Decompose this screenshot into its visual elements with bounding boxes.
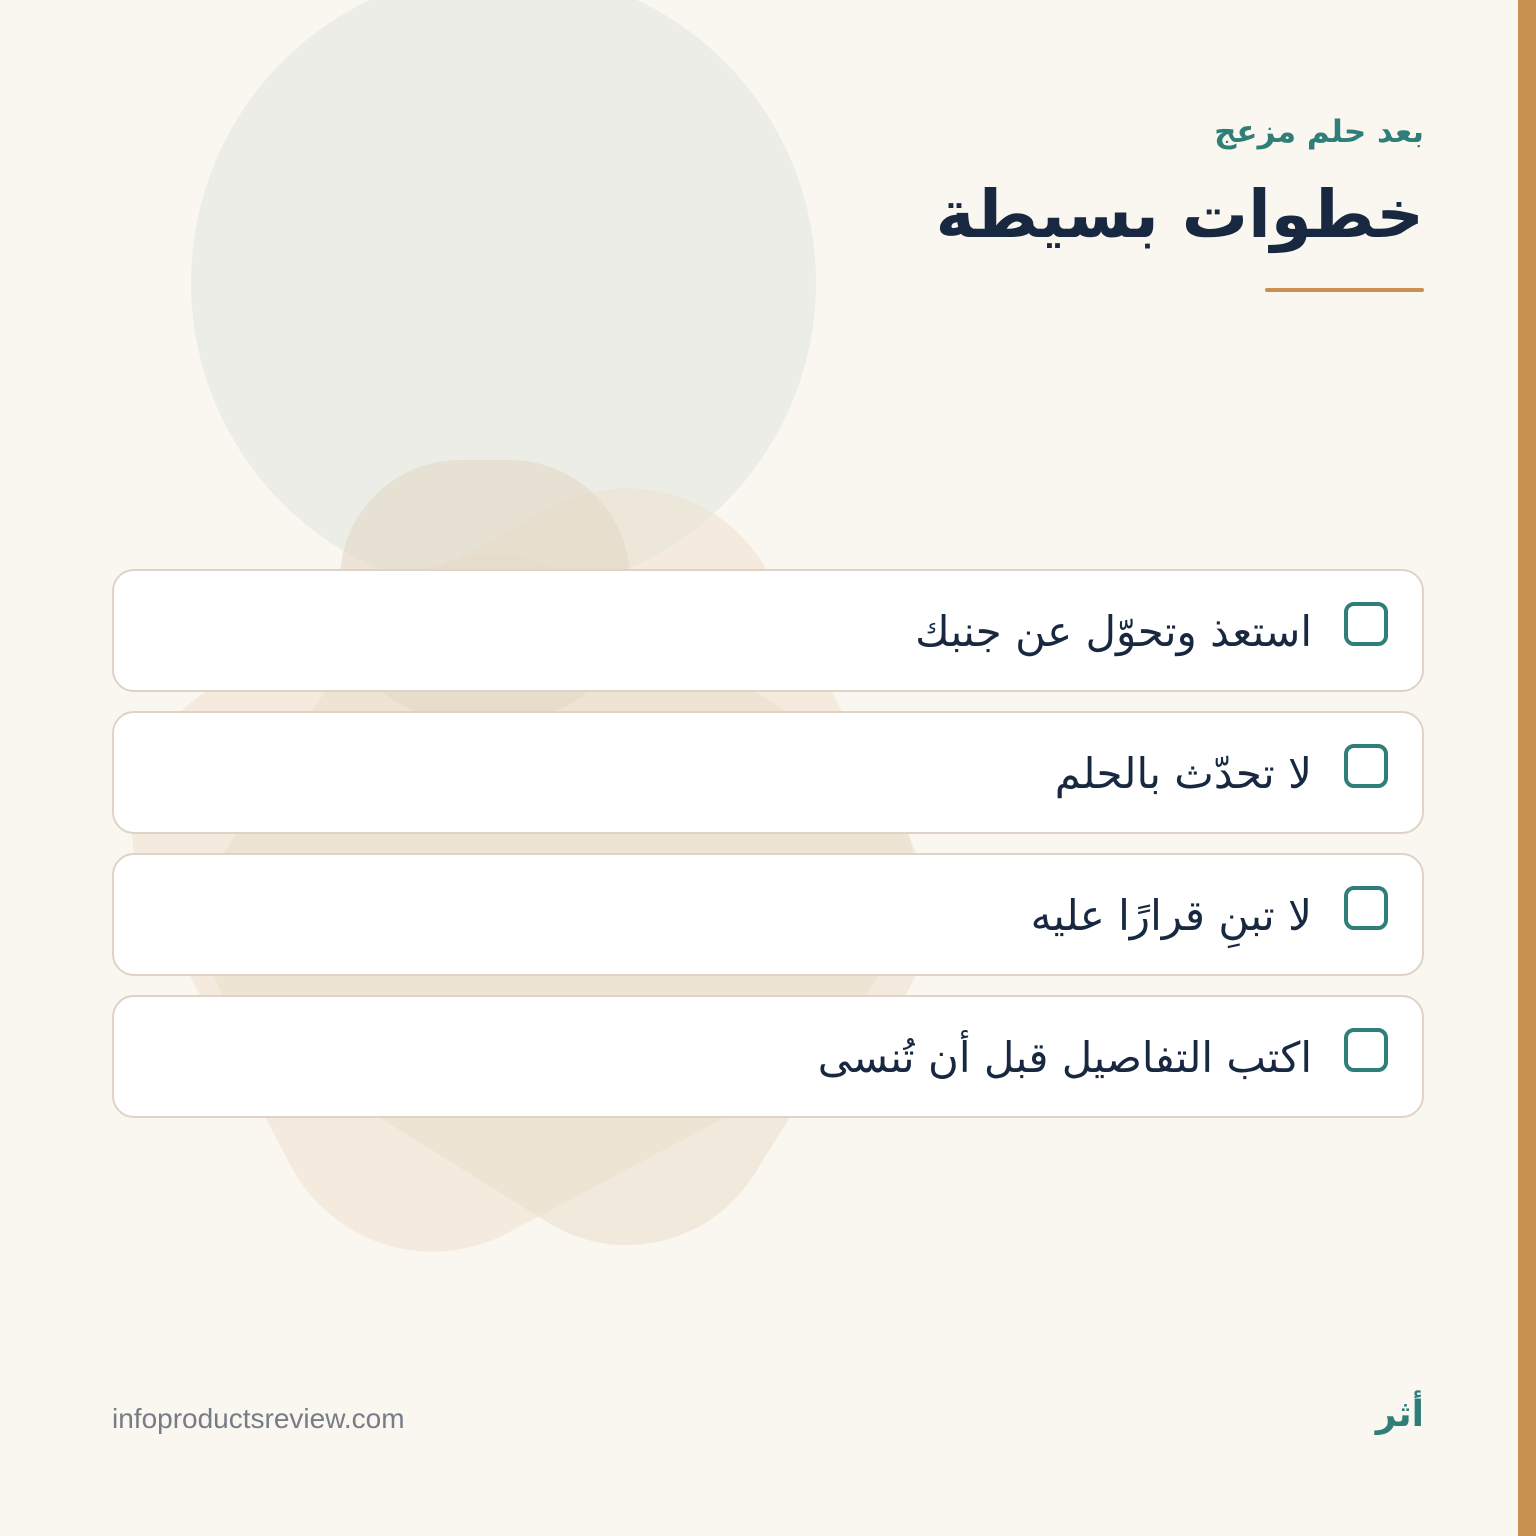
step-checkbox[interactable] [1344, 1028, 1388, 1072]
step-card[interactable] [112, 711, 1424, 834]
page-eyebrow: بعد حلم مزعج [1214, 114, 1424, 150]
website-url: infoproductsreview.com [112, 1403, 405, 1434]
steps-checklist [112, 569, 1424, 1137]
step-checkbox[interactable] [1344, 886, 1388, 930]
step-label: اكتب التفاصيل قبل أن تُنسى [817, 1033, 1312, 1082]
accent-side-bar [1518, 0, 1536, 1536]
title-underline [1265, 288, 1424, 292]
page-header [724, 108, 1424, 260]
step-label: استعذ وتحوّل عن جنبك [915, 607, 1312, 656]
step-label: لا تحدّث بالحلم [1054, 749, 1312, 798]
page-title: خطوات بسيطة [935, 176, 1424, 253]
step-label: لا تبنِ قرارًا عليه [1030, 891, 1312, 940]
step-checkbox[interactable] [1344, 602, 1388, 646]
step-card[interactable] [112, 569, 1424, 692]
step-card[interactable] [112, 995, 1424, 1118]
brand-logo: أثر [1375, 1394, 1424, 1435]
step-card[interactable] [112, 853, 1424, 976]
step-checkbox[interactable] [1344, 744, 1388, 788]
